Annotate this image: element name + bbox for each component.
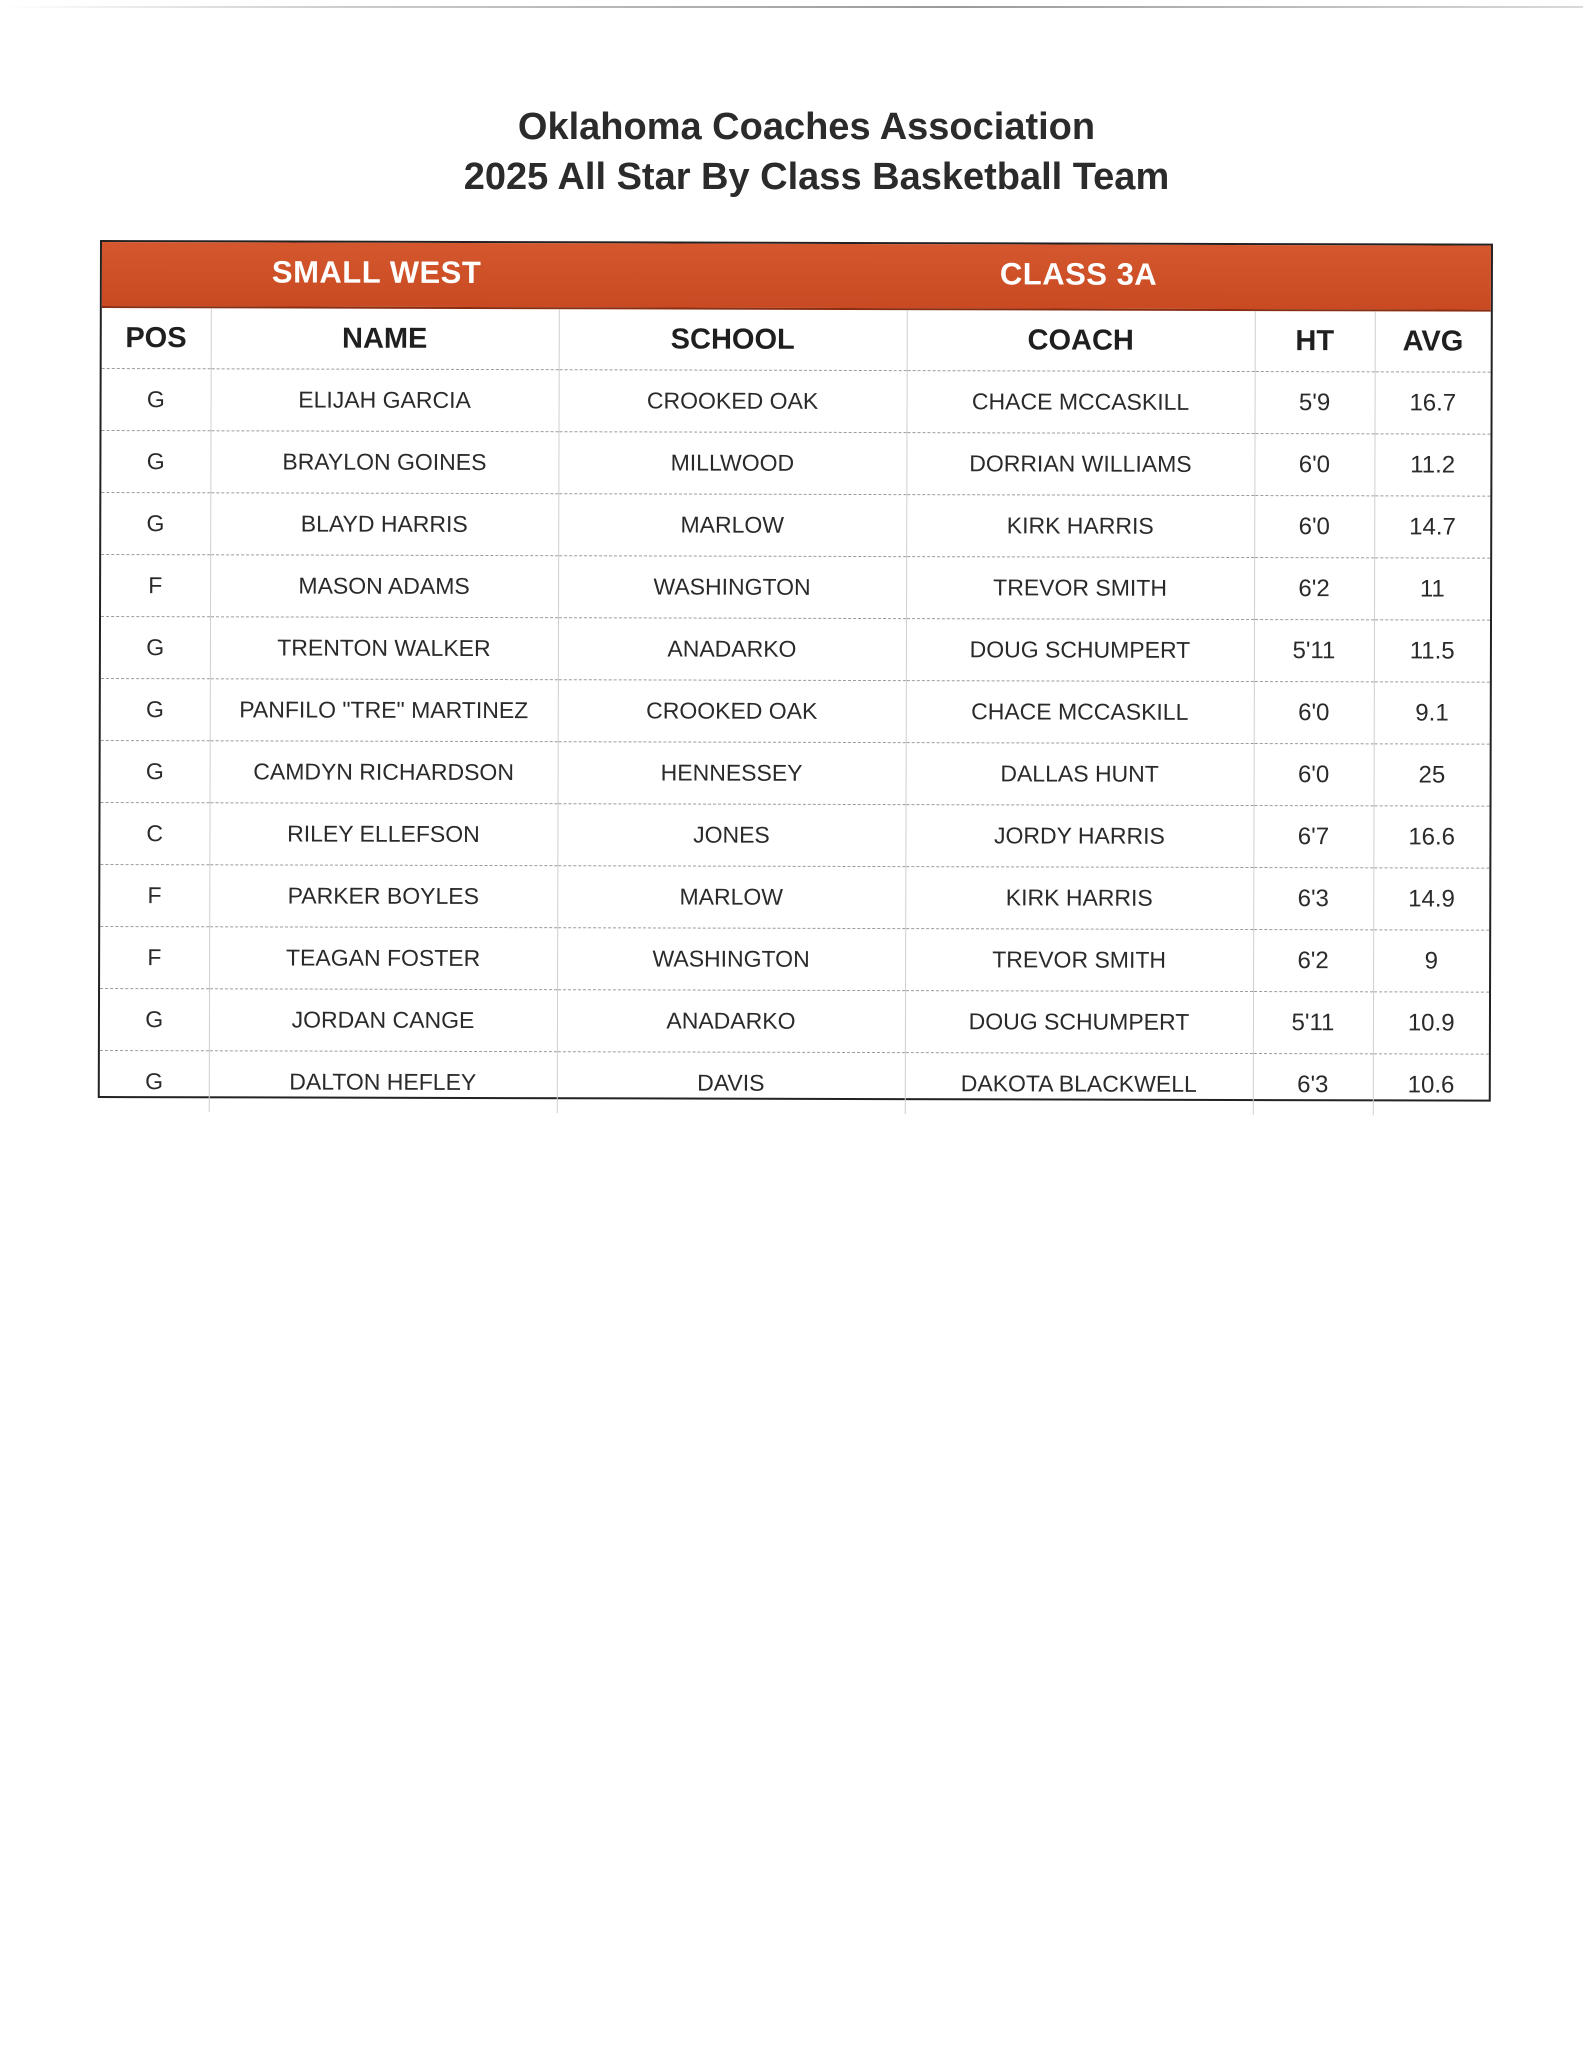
column-header-name: NAME: [211, 308, 559, 369]
title-line-organization: Oklahoma Coaches Association: [517, 106, 1096, 148]
cell-ht: 6'0: [1254, 496, 1374, 558]
cell-avg: 10.6: [1407, 1070, 1455, 1099]
cell-coach: KIRK HARRIS: [906, 495, 1254, 558]
cell-pos: G: [101, 617, 210, 679]
table-row: [101, 679, 1490, 745]
table-row: [100, 989, 1489, 1055]
cell-ht: 6'0: [1254, 682, 1374, 744]
cell-school: MARLOW: [557, 866, 905, 929]
table-row: [100, 927, 1489, 993]
cell-name: TEAGAN FOSTER: [209, 927, 557, 990]
cell-pos: F: [101, 555, 210, 617]
column-header-pos: POS: [102, 308, 211, 369]
cell-name: MASON ADAMS: [210, 555, 558, 618]
cell-school: ANADARKO: [557, 990, 905, 1053]
roster-table-body: [100, 369, 1491, 1116]
cell-name: DALTON HEFLEY: [209, 1051, 557, 1113]
table-row: [100, 865, 1489, 931]
table-row: [100, 803, 1489, 869]
table-header-row: [102, 308, 1491, 372]
table-row: [100, 1051, 1489, 1116]
cell-avg: 11: [1374, 558, 1490, 620]
cell-ht: 6'2: [1254, 558, 1374, 620]
cell-pos: G: [102, 369, 211, 431]
cell-school: WASHINGTON: [558, 556, 906, 619]
cell-avg: 16.7: [1374, 372, 1490, 434]
cell-ht: 6'3: [1253, 1054, 1373, 1116]
cell-avg: 14.9: [1373, 868, 1489, 930]
table-row: [101, 431, 1490, 497]
cell-ht: 6'3: [1253, 868, 1373, 930]
banner-region-label: SMALL WEST: [271, 254, 482, 290]
cell-coach: DALLAS HUNT: [906, 743, 1254, 806]
cell-pos: G: [101, 493, 210, 555]
cell-coach: DORRIAN WILLIAMS: [906, 433, 1254, 496]
cell-ht: 6'0: [1254, 744, 1374, 806]
cell-pos: F: [100, 865, 209, 927]
table-row: [101, 555, 1490, 621]
cell-avg: 11.5: [1374, 620, 1490, 682]
cell-name: RILEY ELLEFSON: [209, 803, 557, 866]
cell-ht: 6'2: [1253, 930, 1373, 992]
scan-edge-line: [0, 6, 1583, 8]
roster-table-frame: [98, 240, 1493, 1102]
cell-school: DAVIS: [557, 1052, 905, 1114]
cell-ht: 6'7: [1253, 806, 1373, 868]
cell-name: TRENTON WALKER: [210, 617, 558, 680]
cell-ht: 6'0: [1254, 434, 1374, 496]
cell-avg: 10.9: [1373, 992, 1489, 1054]
column-header-coach: COACH: [907, 310, 1255, 371]
cell-school: HENNESSEY: [558, 742, 906, 805]
roster-table: [100, 308, 1491, 1116]
division-banner: [102, 242, 1491, 312]
cell-coach: DOUG SCHUMPERT: [906, 619, 1254, 682]
cell-school: WASHINGTON: [557, 928, 905, 991]
cell-school: CROOKED OAK: [558, 680, 906, 743]
cell-school: JONES: [557, 804, 905, 867]
cell-ht: 5'11: [1253, 992, 1373, 1054]
cell-ht: 5'11: [1254, 620, 1374, 682]
cell-school: MARLOW: [558, 494, 906, 557]
cell-pos: G: [100, 1051, 209, 1113]
cell-school: MILLWOOD: [558, 432, 906, 495]
table-row: [102, 369, 1491, 435]
table-row: [101, 493, 1490, 559]
page-title: [0, 102, 1583, 202]
cell-avg: 9: [1373, 930, 1489, 992]
cell-pos: G: [101, 679, 210, 741]
cell-coach: DOUG SCHUMPERT: [905, 991, 1253, 1054]
cell-school: ANADARKO: [558, 618, 906, 681]
cell-name: BRAYLON GOINES: [210, 431, 558, 494]
column-header-avg: AVG: [1375, 311, 1491, 372]
cell-avg: 11.2: [1374, 434, 1490, 496]
cell-pos: G: [101, 431, 210, 493]
table-row: [101, 741, 1490, 807]
cell-pos: G: [100, 989, 209, 1051]
cell-avg: 25: [1374, 744, 1490, 806]
cell-coach: CHACE MCCASKILL: [906, 371, 1254, 434]
cell-school: CROOKED OAK: [558, 370, 906, 433]
cell-name: JORDAN CANGE: [209, 989, 557, 1052]
cell-coach: JORDY HARRIS: [905, 805, 1253, 868]
cell-coach: CHACE MCCASKILL: [906, 681, 1254, 744]
table-row: [101, 617, 1490, 683]
column-header-school: SCHOOL: [559, 309, 907, 370]
cell-coach: TREVOR SMITH: [906, 557, 1254, 620]
cell-ht: 5'9: [1254, 372, 1374, 434]
cell-name: ELIJAH GARCIA: [211, 369, 559, 432]
cell-avg: 14.7: [1374, 496, 1490, 558]
cell-coach: TREVOR SMITH: [905, 929, 1253, 992]
column-header-ht: HT: [1255, 311, 1375, 372]
cell-coach: KIRK HARRIS: [905, 867, 1253, 930]
cell-name: PARKER BOYLES: [209, 865, 557, 928]
cell-name: PANFILO "TRE" MARTINEZ: [210, 679, 558, 742]
cell-name: BLAYD HARRIS: [210, 493, 558, 556]
cell-pos: C: [100, 803, 209, 865]
cell-name: CAMDYN RICHARDSON: [210, 741, 558, 804]
banner-class-label: CLASS 3A: [999, 256, 1158, 292]
cell-coach: DAKOTA BLACKWELL: [905, 1053, 1253, 1115]
title-line-team: 2025 All Star By Class Basketball Team: [463, 156, 1170, 198]
cell-pos: F: [100, 927, 209, 989]
cell-avg: 9.1: [1374, 682, 1490, 744]
cell-pos: G: [101, 741, 210, 803]
cell-avg: 16.6: [1373, 806, 1489, 868]
